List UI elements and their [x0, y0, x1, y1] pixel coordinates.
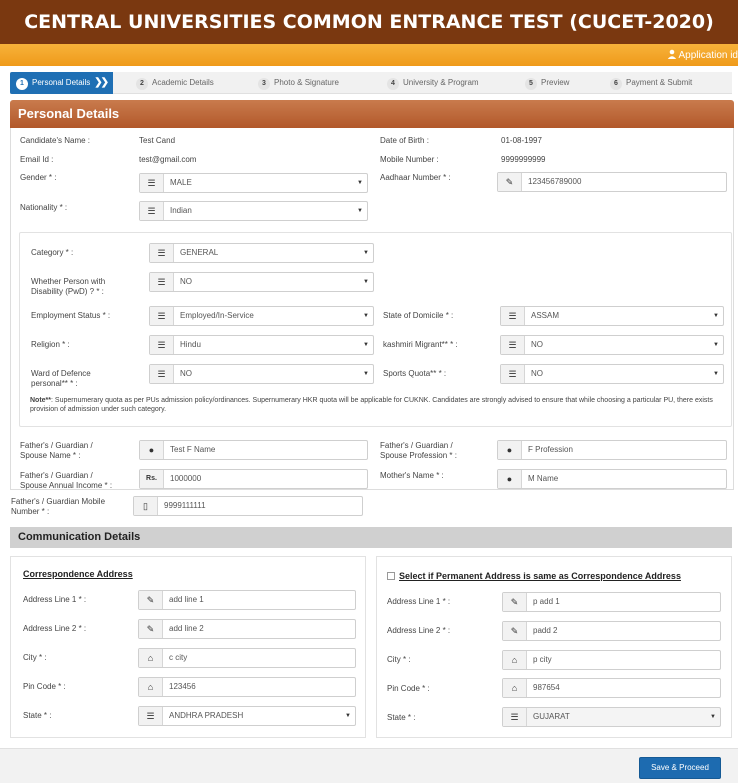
pwd-label-line2: Disability (PwD) ? * : — [31, 287, 104, 296]
corr-pin-value: 123456 — [169, 682, 196, 691]
nationality-label: Nationality * : — [20, 203, 68, 212]
caret-down-icon: ▼ — [713, 313, 719, 319]
correspondence-address-title: Correspondence Address — [23, 569, 133, 579]
gender-select[interactable] — [139, 173, 368, 193]
chevron-right-icon: ❯❯ — [94, 77, 108, 88]
category-select[interactable] — [149, 243, 374, 263]
phone-icon: ▯ — [134, 497, 158, 515]
step-payment-submit[interactable] — [610, 72, 692, 94]
communication-details-header: Communication Details — [10, 527, 732, 548]
father-name-label-line1: Father's / Guardian / — [20, 441, 93, 450]
perm-pin-value: 987654 — [533, 683, 560, 692]
progress-steps — [10, 72, 732, 94]
kashmiri-select[interactable] — [500, 335, 724, 355]
home-icon: ⌂ — [139, 649, 163, 667]
corr-state-label: State * : — [23, 711, 52, 720]
application-id-label: Application id — [678, 50, 738, 61]
domicile-label: State of Domicile * : — [383, 311, 454, 320]
home-icon: ⌂ — [139, 678, 163, 696]
step-label: Payment & Submit — [626, 78, 693, 87]
employment-label: Employment Status * : — [31, 311, 111, 320]
mother-name-label: Mother's Name * : — [380, 471, 444, 480]
caret-down-icon: ▼ — [357, 180, 363, 186]
caret-down-icon: ▼ — [363, 250, 369, 256]
father-income-label-line1: Father's / Guardian / — [20, 471, 93, 480]
pencil-icon: ✎ — [139, 620, 163, 638]
user-icon: ● — [140, 441, 164, 459]
father-profession-label-line1: Father's / Guardian / — [380, 441, 453, 450]
list-icon: ☰ — [150, 273, 174, 291]
corr-address2-label: Address Line 2 * : — [23, 624, 87, 633]
list-icon: ☰ — [150, 307, 174, 325]
perm-city-input[interactable] — [502, 650, 721, 670]
step-number: 2 — [136, 78, 148, 90]
corr-city-input[interactable] — [138, 648, 356, 668]
sports-value: NO — [531, 369, 543, 378]
category-label: Category * : — [31, 248, 74, 257]
email-label: Email Id : — [20, 155, 54, 164]
aadhaar-input[interactable] — [497, 172, 727, 192]
list-icon: ☰ — [140, 174, 164, 192]
same-address-text: Select if Permanent Address is same as Correspondence Address — [399, 571, 681, 581]
step-university-program[interactable] — [387, 72, 479, 94]
father-profession-input[interactable] — [497, 440, 727, 460]
list-icon: ☰ — [150, 336, 174, 354]
perm-pin-input[interactable] — [502, 678, 721, 698]
same-address-checkbox[interactable] — [387, 572, 395, 580]
corr-pin-label: Pin Code * : — [23, 682, 66, 691]
step-label: University & Program — [403, 78, 479, 87]
step-label: Photo & Signature — [274, 78, 339, 87]
gender-label: Gender * : — [20, 173, 57, 182]
father-profession-value: F Profession — [528, 445, 573, 454]
father-profession-label-line2: Spouse Profession * : — [380, 451, 457, 460]
caret-down-icon: ▼ — [363, 371, 369, 377]
father-mobile-input[interactable] — [133, 496, 363, 516]
step-number: 3 — [258, 78, 270, 90]
corr-address1-label: Address Line 1 * : — [23, 595, 87, 604]
nationality-select[interactable] — [139, 201, 368, 221]
caret-down-icon: ▼ — [363, 279, 369, 285]
mobile-value: 9999999999 — [501, 155, 546, 164]
defence-value: NO — [180, 369, 192, 378]
step-number: 1 — [16, 78, 28, 90]
personal-details-header: Personal Details — [10, 100, 734, 128]
father-name-value: Test F Name — [170, 445, 216, 454]
application-id-link[interactable] — [667, 49, 738, 61]
corr-state-select[interactable] — [138, 706, 356, 726]
caret-down-icon: ▼ — [363, 313, 369, 319]
kashmiri-value: NO — [531, 340, 543, 349]
step-number: 5 — [525, 78, 537, 90]
caret-down-icon: ▼ — [345, 713, 351, 719]
perm-state-select[interactable] — [502, 707, 721, 727]
perm-pin-label: Pin Code * : — [387, 684, 430, 693]
corr-address2-value: add line 2 — [169, 624, 204, 633]
corr-address1-value: add line 1 — [169, 595, 204, 604]
list-icon: ☰ — [503, 708, 527, 726]
perm-city-label: City * : — [387, 655, 411, 664]
note-heading: Note** — [30, 397, 52, 404]
perm-address1-input[interactable] — [502, 592, 721, 612]
caret-down-icon: ▼ — [710, 714, 716, 720]
dob-label: Date of Birth : — [380, 136, 429, 145]
list-icon: ☰ — [150, 244, 174, 262]
step-personal-details[interactable] — [10, 72, 113, 94]
aadhaar-value: 123456789000 — [528, 177, 582, 186]
step-number: 4 — [387, 78, 399, 90]
mother-name-input[interactable] — [497, 469, 727, 489]
perm-state-label: State * : — [387, 713, 416, 722]
user-icon — [667, 49, 677, 59]
mother-name-value: M Name — [528, 474, 559, 483]
aadhaar-label: Aadhaar Number * : — [380, 173, 451, 182]
step-label: Academic Details — [152, 78, 214, 87]
father-mobile-value: 9999111111 — [164, 501, 206, 510]
employment-select[interactable] — [149, 306, 374, 326]
candidate-name-value: Test Cand — [139, 136, 176, 145]
home-icon: ⌂ — [503, 651, 527, 669]
pwd-label-line1: Whether Person with — [31, 277, 106, 286]
dob-value: 01-08-1997 — [501, 136, 542, 145]
list-icon: ☰ — [140, 202, 164, 220]
caret-down-icon: ▼ — [357, 208, 363, 214]
perm-address1-label: Address Line 1 * : — [387, 597, 451, 606]
religion-value: Hindu — [180, 340, 201, 349]
father-mobile-label-line1: Father's / Guardian Mobile — [11, 497, 106, 506]
perm-city-value: p city — [533, 655, 552, 664]
sports-label: Sports Quota** * : — [383, 369, 447, 378]
corr-city-label: City * : — [23, 653, 47, 662]
footer-bar — [0, 748, 738, 783]
defence-label-line1: Ward of Defence — [31, 369, 91, 378]
step-label: Personal Details — [32, 78, 91, 87]
father-income-value: 1000000 — [170, 474, 202, 483]
domicile-select[interactable] — [500, 306, 724, 326]
sports-select[interactable] — [500, 364, 724, 384]
list-icon: ☰ — [150, 365, 174, 383]
mobile-label: Mobile Number : — [380, 155, 439, 164]
corr-address2-input[interactable] — [138, 619, 356, 639]
pencil-icon: ✎ — [498, 173, 522, 191]
user-icon: ● — [498, 441, 522, 459]
corr-state-value: ANDHRA PRADESH — [169, 711, 244, 720]
caret-down-icon: ▼ — [713, 371, 719, 377]
perm-address2-value: padd 2 — [533, 626, 558, 635]
defence-select[interactable] — [149, 364, 374, 384]
rupee-prefix: Rs. — [140, 470, 164, 488]
father-income-label-line2: Spouse Annual Income * : — [20, 481, 113, 490]
perm-address2-input[interactable] — [502, 621, 721, 641]
list-icon: ☰ — [501, 365, 525, 383]
application-bar — [0, 44, 738, 66]
employment-value: Employed/In-Service — [180, 311, 254, 320]
caret-down-icon: ▼ — [713, 342, 719, 348]
father-income-input[interactable] — [139, 469, 368, 489]
note-text: : Supernumerary quota as per PUs admission policy/ordinances. Supernumerary HKR quota will be applicable for CUKNK. Candidates are strongly advised to ensure that while choosing a particular PU, there exists provision of admission under such category. — [30, 397, 713, 413]
domicile-value: ASSAM — [531, 311, 560, 320]
candidate-name-label: Candidate's Name : — [20, 136, 91, 145]
step-academic-details[interactable] — [136, 72, 214, 94]
father-mobile-label-line2: Number * : — [11, 507, 50, 516]
user-icon: ● — [498, 470, 522, 488]
corr-address1-input[interactable] — [138, 590, 356, 610]
father-name-label-line2: Spouse Name * : — [20, 451, 81, 460]
corr-pin-input[interactable] — [138, 677, 356, 697]
perm-address1-value: p add 1 — [533, 597, 560, 606]
category-value: GENERAL — [180, 248, 219, 257]
nationality-value: Indian — [170, 206, 192, 215]
list-icon: ☰ — [501, 336, 525, 354]
gender-value: MALE — [170, 178, 192, 187]
pencil-icon: ✎ — [139, 591, 163, 609]
corr-city-value: c city — [169, 653, 188, 662]
pencil-icon: ✎ — [503, 593, 527, 611]
pencil-icon: ✎ — [503, 622, 527, 640]
caret-down-icon: ▼ — [363, 342, 369, 348]
perm-state-value: GUJARAT — [533, 712, 570, 721]
step-label: Preview — [541, 78, 570, 87]
religion-select[interactable] — [149, 335, 374, 355]
page-banner-title: CENTRAL UNIVERSITIES COMMON ENTRANCE TEST (CUCET-2020) — [0, 0, 738, 44]
pwd-select[interactable] — [149, 272, 374, 292]
email-value: test@gmail.com — [139, 155, 197, 164]
defence-label-line2: personal** * : — [31, 379, 78, 388]
pwd-value: NO — [180, 277, 192, 286]
kashmiri-label: kashmiri Migrant** * : — [383, 340, 458, 349]
list-icon: ☰ — [139, 707, 163, 725]
step-preview[interactable] — [525, 72, 569, 94]
save-proceed-button[interactable]: Save & Proceed — [639, 757, 721, 779]
perm-address2-label: Address Line 2 * : — [387, 626, 451, 635]
home-icon: ⌂ — [503, 679, 527, 697]
step-number: 6 — [610, 78, 622, 90]
father-name-input[interactable] — [139, 440, 368, 460]
religion-label: Religion * : — [31, 340, 70, 349]
step-photo-signature[interactable] — [258, 72, 339, 94]
quota-note — [30, 396, 720, 414]
same-address-checkbox-label[interactable] — [387, 571, 681, 581]
list-icon: ☰ — [501, 307, 525, 325]
